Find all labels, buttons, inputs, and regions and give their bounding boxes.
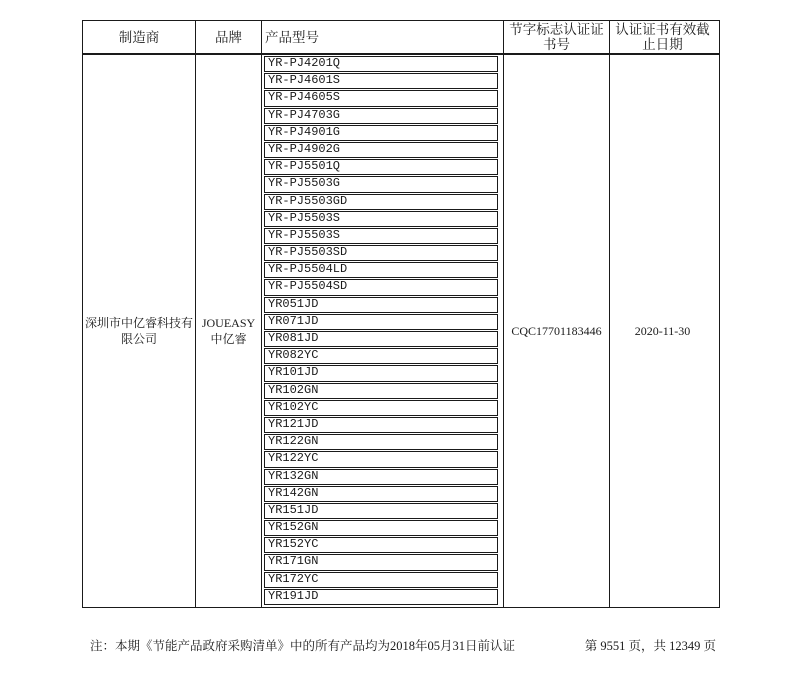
table-body-row (83, 55, 719, 607)
header-brand: 品牌 (196, 21, 262, 53)
brand-name-latin: JOUEASY (201, 316, 256, 330)
product-model-cell: YR-PJ5501Q (264, 159, 498, 175)
product-model-cell: YR-PJ4605S (264, 90, 498, 106)
product-model-cell: YR051JD (264, 297, 498, 313)
product-model-cell: YR071JD (264, 314, 498, 330)
product-model-cell: YR102YC (264, 400, 498, 416)
product-model-cell: YR-PJ5504LD (264, 262, 498, 278)
product-model-cell: YR191JD (264, 589, 498, 605)
product-model-cell: YR151JD (264, 503, 498, 519)
product-model-cell: YR122GN (264, 434, 498, 450)
product-model-cell: YR-PJ4902G (264, 142, 498, 158)
product-model-cell: YR-PJ4601S (264, 73, 498, 89)
header-product-model: 产品型号 (262, 21, 504, 53)
header-manufacturer: 制造商 (83, 21, 196, 53)
product-model-cell: YR171GN (264, 554, 498, 570)
product-models-list (262, 55, 504, 607)
brand-name-chinese: 中亿睿 (210, 332, 247, 346)
footer-page-info: 第 9551 页，共 12349 页 (584, 639, 716, 653)
page-footer (90, 638, 716, 654)
product-model-cell: YR-PJ5504SD (264, 279, 498, 295)
product-model-cell: YR121JD (264, 417, 498, 433)
manufacturer-cell: 深圳市中亿睿科技有限公司 (83, 55, 196, 607)
header-expiry-date: 认证证书有效截止日期 (615, 22, 710, 52)
product-model-cell: YR-PJ5503GD (264, 194, 498, 210)
product-model-cell: YR-PJ5503G (264, 176, 498, 192)
footer-note: 注：本期《节能产品政府采购清单》中的所有产品均为2018年05月31日前认证 (90, 639, 516, 653)
product-model-cell: YR122YC (264, 451, 498, 467)
brand-lines (202, 315, 255, 347)
product-model-cell: YR172YC (264, 572, 498, 588)
header-cert-number: 节字标志认证证书号 (504, 21, 610, 53)
product-model-cell: YR102GN (264, 383, 498, 399)
product-model-cell: YR082YC (264, 348, 498, 364)
product-model-cell: YR-PJ5503SD (264, 245, 498, 261)
product-model-cell: YR-PJ5503S (264, 228, 498, 244)
product-model-cell: YR081JD (264, 331, 498, 347)
table-header-row (83, 21, 719, 55)
product-model-cell: YR101JD (264, 365, 498, 381)
product-model-cell: YR-PJ4901G (264, 125, 498, 141)
product-model-cell: YR-PJ4703G (264, 108, 498, 124)
product-model-cell: YR132GN (264, 469, 498, 485)
cert-number-cell: CQC17701183446 (504, 55, 610, 607)
product-model-cell: YR-PJ5503S (264, 211, 498, 227)
expiry-date-cell: 2020-11-30 (634, 324, 691, 338)
product-model-cell: YR152YC (264, 537, 498, 553)
certification-table (82, 20, 720, 608)
product-model-cell: YR142GN (264, 486, 498, 502)
brand-cell (196, 55, 262, 607)
product-model-cell: YR-PJ4201Q (264, 56, 498, 72)
product-model-cell: YR152GN (264, 520, 498, 536)
